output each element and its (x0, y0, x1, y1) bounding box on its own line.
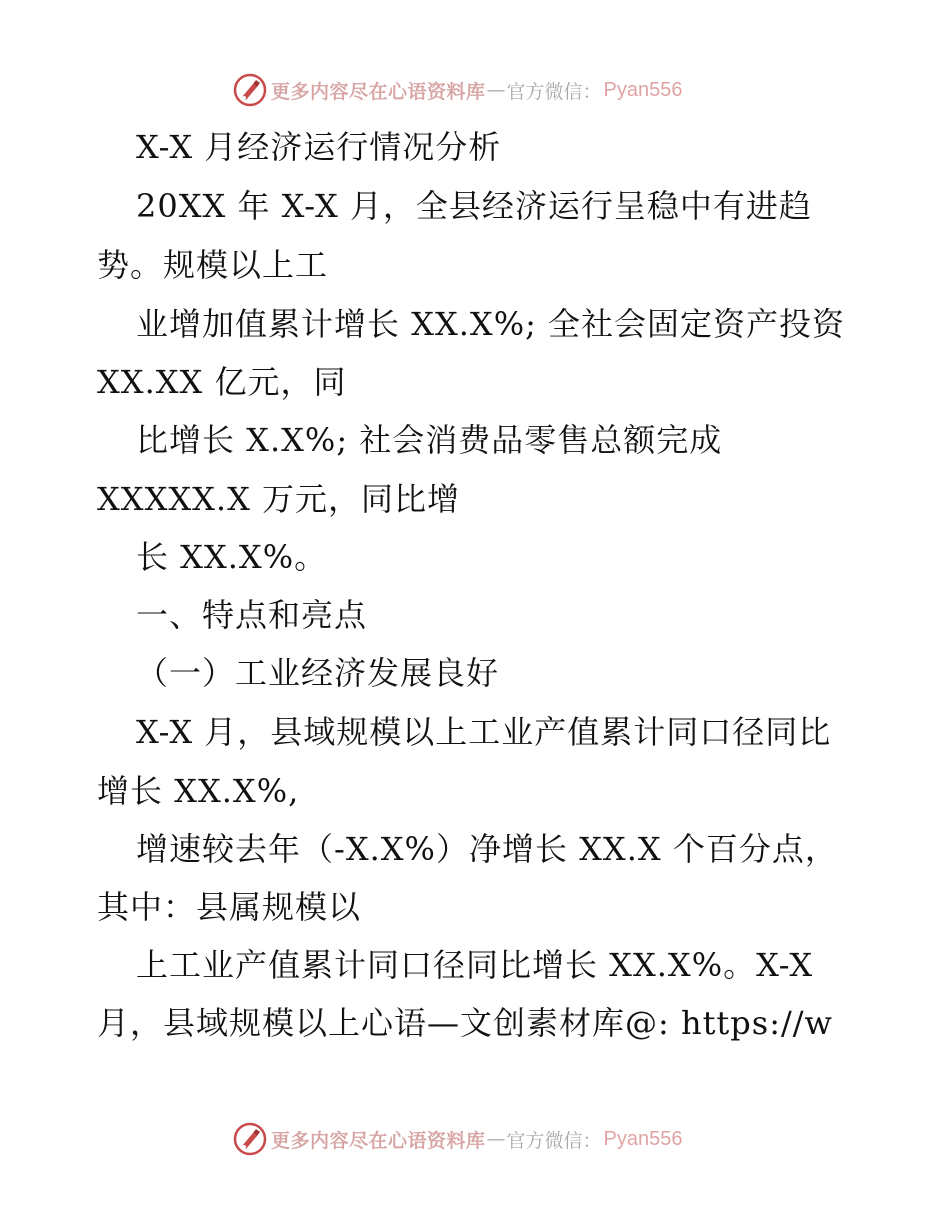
paragraph-line: 比增长 X.X%; 社会消费品零售总额完成 (136, 421, 723, 459)
watermark-contact-label: 官方微信： (506, 80, 602, 103)
paragraph-line: 20XX 年 X-X 月，全县经济运行呈稳中有进趋 (136, 187, 812, 225)
watermark-dash: — (486, 79, 506, 101)
paragraph-line: 长 XX.X%。 (136, 538, 328, 576)
paragraph-line: 势。规模以上工 (97, 246, 329, 284)
pen-logo-icon (233, 73, 267, 107)
paragraph-line: XXXXX.X 万元，同比增 (97, 480, 461, 518)
watermark-wechat-id: Pyan556 (603, 1127, 683, 1150)
paragraph-line: X-X 月，县域规模以上工业产值累计同口径同比 (136, 713, 832, 751)
pen-logo-icon (233, 1122, 267, 1156)
subsection-heading: （一）工业经济发展良好 (136, 654, 500, 692)
watermark-wechat-id: Pyan556 (603, 78, 683, 101)
watermark-brand: 更多内容尽在心语资料库 (271, 1129, 486, 1152)
watermark-brand: 更多内容尽在心语资料库 (271, 80, 486, 103)
paragraph-line: 月，县域规模以上心语—文创素材库@: https://w (97, 1004, 833, 1042)
footer-watermark (233, 1121, 683, 1157)
header-watermark (233, 72, 683, 108)
paragraph-line: XX.XX 亿元，同 (97, 363, 347, 401)
document-title: X-X 月经济运行情况分析 (136, 128, 502, 166)
paragraph-line: 增速较去年（-X.X%）净增长 XX.X 个百分点， (136, 830, 838, 868)
section-heading: 一、特点和亮点 (136, 596, 368, 634)
paragraph-line: 其中：县属规模以 (97, 888, 362, 926)
paragraph-line: 业增加值累计增长 XX.X%; 全社会固定资产投资 (136, 305, 846, 343)
watermark-contact-label: 官方微信： (506, 1129, 602, 1152)
paragraph-line: 增长 XX.X%, (97, 772, 300, 810)
paragraph-line: 上工业产值累计同口径同比增长 XX.X%。X-X (136, 946, 814, 984)
watermark-dash: — (486, 1128, 506, 1150)
